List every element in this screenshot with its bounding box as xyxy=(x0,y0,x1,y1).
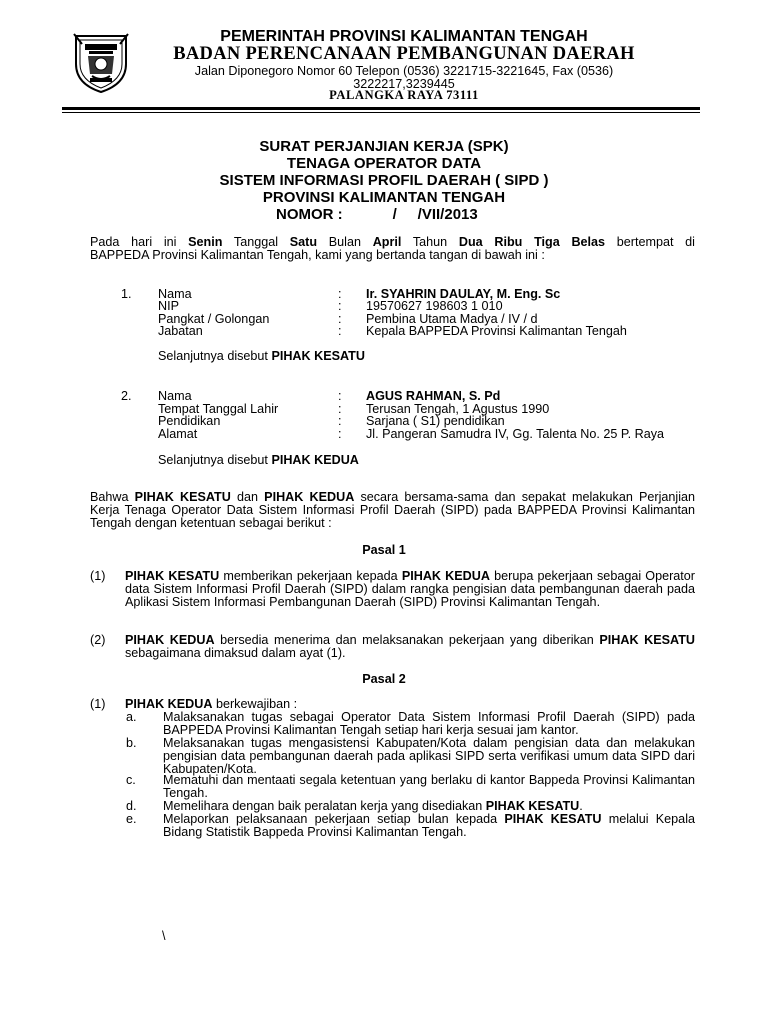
party-1-position: Kepala BAPPEDA Provinsi Kalimantan Tengah xyxy=(366,324,627,338)
pasal-1-item-2-text: PIHAK KEDUA bersedia menerima dan melaksanakan pekerjaan yang diberikan PIHAK KESATU sebagaimana dimaksud dalam ayat (1). xyxy=(125,633,695,660)
pasal-2-letter-d: d. xyxy=(126,799,137,813)
party-2-colon-1: : xyxy=(338,389,342,403)
party-2-address: Jl. Pangeran Samudra IV, Gg. Talenta No. 25 P. Raya xyxy=(366,427,665,441)
party-1-name: Ir. SYAHRIN DAULAY, M. Eng. Sc xyxy=(366,287,561,301)
pasal-2-item-a: Malaksanakan tugas sebagai Operator Data Sistem Informasi Profil Daerah (SIPD) pada BAPPEDA Provinsi Kalimantan Tengah setiap hari kerja sesuai jam kantor. xyxy=(163,710,695,737)
opening-line-2: BAPPEDA Provinsi Kalimantan Tengah, kami yang bertanda tangan di bawah ini : xyxy=(90,248,545,262)
party-2-label-birth: Tempat Tanggal Lahir xyxy=(158,402,279,416)
pasal-1-heading: Pasal 1 xyxy=(362,543,406,557)
party-1-colon-2: : xyxy=(338,299,342,313)
party-2-label-education: Pendidikan xyxy=(158,414,221,428)
pasal-2-item-d: Memelihara dengan baik peralatan kerja yang disediakan PIHAK KESATU. xyxy=(163,799,583,813)
pasal-2-letter-c: c. xyxy=(126,773,136,787)
party-2-number: 2. xyxy=(121,389,132,403)
letterhead-city: PALANGKA RAYA 73111 xyxy=(329,88,479,102)
party-2-birth: Terusan Tengah, 1 Agustus 1990 xyxy=(366,402,550,416)
letterhead-phone: 3222217,3239445 xyxy=(353,77,455,91)
pasal-2-lead: PIHAK KEDUA berkewajiban : xyxy=(125,697,298,711)
party-1-label-nip: NIP xyxy=(158,299,179,313)
party-1-designation: Selanjutnya disebut PIHAK KESATU xyxy=(158,349,365,363)
pasal-2-letter-e: e. xyxy=(126,812,137,826)
pasal-2-item-b: Melaksanakan tugas mengasistensi Kabupaten/Kota dalam pengisian data dan melakukan pengisian data pembangunan daerah pada aplikasi SIPD serta verifikasi umum data SIPD dari Kabupaten/Kota. xyxy=(163,736,695,776)
party-1-label-position: Jabatan xyxy=(158,324,203,338)
party-1-number: 1. xyxy=(121,287,132,301)
letterhead-address: Jalan Diponegoro Nomor 60 Telepon (0536) 3221715-3221645, Fax (0536) xyxy=(194,64,614,78)
party-2-label-address: Alamat xyxy=(158,427,198,441)
letterhead-agency: BADAN PERENCANAAN PEMBANGUNAN DAERAH xyxy=(173,44,635,64)
opening-month: April xyxy=(372,235,402,249)
agreement-paragraph: Bahwa PIHAK KESATU dan PIHAK KEDUA secara bersama-sama dan sepakat melakukan Perjanjian Kerja Tenaga Operator Data Sistem Informasi Profil Daerah (SIPD) pada BAPPEDA Provinsi Kalimantan Tengah dengan ketentuan sebagai berikut : xyxy=(90,490,696,530)
pasal-2-letter-b: b. xyxy=(126,736,137,750)
opening-year: Dua Ribu Tiga Belas xyxy=(458,235,606,249)
title-line-4: PROVINSI KALIMANTAN TENGAH xyxy=(262,189,506,206)
letterhead-rule-thick xyxy=(62,107,700,110)
pasal-2-item-1-number: (1) xyxy=(90,697,106,711)
pasal-2-item-c: Mematuhi dan mentaati segala ketentuan yang berlaku di kantor Bappeda Provinsi Kalimantan Tengah. xyxy=(163,773,695,800)
title-line-2: TENAGA OPERATOR DATA xyxy=(286,155,482,172)
pasal-1-item-2-number: (2) xyxy=(90,633,106,647)
party-2-education: Sarjana ( S1) pendidikan xyxy=(366,414,505,428)
party-2-name: AGUS RAHMAN, S. Pd xyxy=(366,389,501,403)
title-line-3: SISTEM INFORMASI PROFIL DAERAH ( SIPD ) xyxy=(219,172,549,189)
stray-backslash-mark: \ xyxy=(162,929,166,943)
party-1-colon-1: : xyxy=(338,287,342,301)
party-1-colon-3: : xyxy=(338,312,342,326)
party-2-designation: Selanjutnya disebut PIHAK KEDUA xyxy=(158,453,359,467)
party-1-rank: Pembina Utama Madya / IV / d xyxy=(366,312,538,326)
pasal-2-heading: Pasal 2 xyxy=(362,672,406,686)
opening-paragraph: Pada hari ini Senin Tanggal Satu Bulan April Tahun Dua Ribu Tiga Belas bertempat di xyxy=(90,235,695,249)
opening-day: Senin xyxy=(188,235,223,249)
letterhead-government: PEMERINTAH PROVINSI KALIMANTAN TENGAH xyxy=(220,28,588,45)
opening-date: Satu xyxy=(289,235,318,249)
title-line-1: SURAT PERJANJIAN KERJA (SPK) xyxy=(259,138,509,155)
pasal-2-letter-a: a. xyxy=(126,710,137,724)
pasal-1-item-1-number: (1) xyxy=(90,569,106,583)
letterhead-rule-thin xyxy=(62,112,700,113)
party-1-label-name: Nama xyxy=(158,287,192,301)
document-number: NOMOR : / /VII/2013 xyxy=(276,206,478,223)
party-2-colon-3: : xyxy=(338,414,342,428)
pasal-1-item-1-text: PIHAK KESATU memberikan pekerjaan kepada PIHAK KEDUA berupa pekerjaan sebagai Operator data Sistem Informasi Profil Daerah (SIPD) dalam rangka pengisian data pembangunan daerah pada Aplikasi Sistem Informasi Pembangunan Daerah (SIPD) Provinsi Kalimantan Tengah. xyxy=(125,569,695,609)
party-1-label-rank: Pangkat / Golongan xyxy=(158,312,270,326)
party-1-nip: 19570627 198603 1 010 xyxy=(366,299,503,313)
party-2-colon-2: : xyxy=(338,402,342,416)
party-2-colon-4: : xyxy=(338,427,342,441)
pasal-2-item-e: Melaporkan pelaksanaan pekerjaan setiap bulan kepada PIHAK KESATU melalui Kepala Bidang Statistik Bappeda Provinsi Kalimantan Tengah. xyxy=(163,812,695,839)
party-1-colon-4: : xyxy=(338,324,342,338)
party-2-label-name: Nama xyxy=(158,389,192,403)
